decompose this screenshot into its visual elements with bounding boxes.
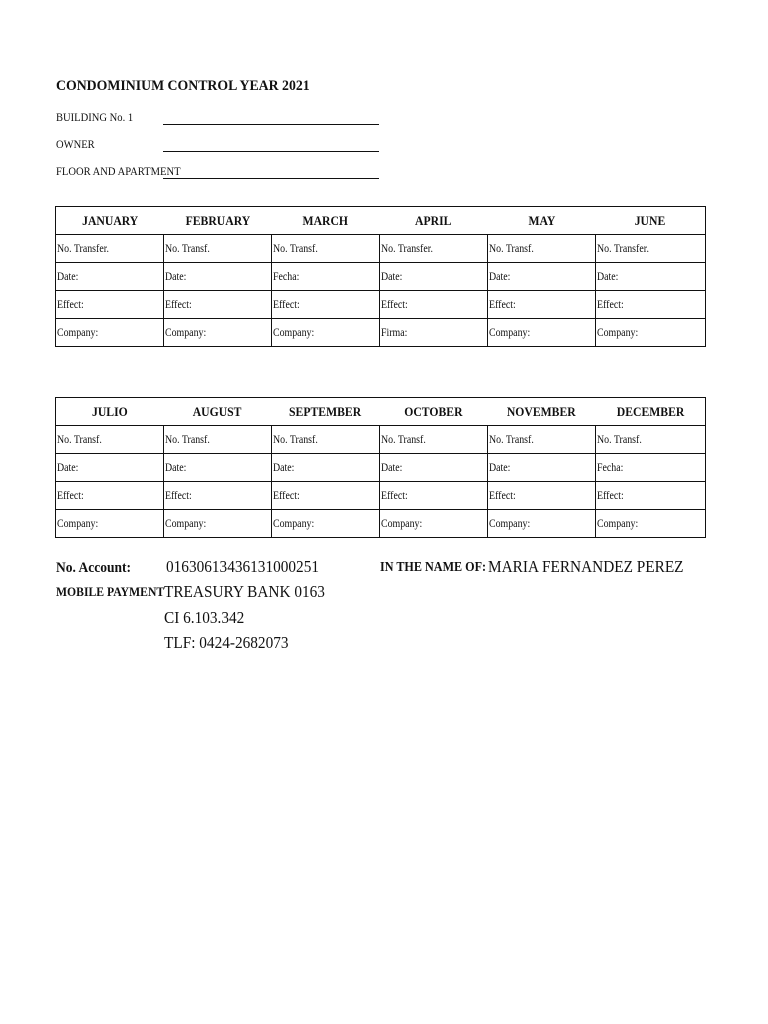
month-header: DECEMBER [596,398,706,426]
table-cell[interactable]: Effect: [380,291,488,319]
table-cell[interactable]: Company: [164,510,272,538]
table-row [56,426,706,454]
table-cell[interactable]: No. Transf. [272,235,380,263]
table-cell[interactable]: Company: [488,510,596,538]
table-cell[interactable]: Effect: [164,482,272,510]
table-cell[interactable]: No. Transf. [380,426,488,454]
table-cell[interactable]: No. Transfer. [56,235,164,263]
ci-number: CI 6.103.342 [164,608,245,627]
table-row [56,319,706,347]
table-cell[interactable]: Company: [596,510,706,538]
floor-apartment-label: FLOOR AND APARTMENT [56,164,181,178]
table-cell[interactable]: No. Transf. [488,426,596,454]
table-cell[interactable]: Effect: [380,482,488,510]
month-header: JULIO [56,398,164,426]
table-cell[interactable]: No. Transfer. [380,235,488,263]
table-cell[interactable]: Company: [380,510,488,538]
table-cell[interactable]: Date: [596,263,706,291]
table-cell[interactable]: Company: [596,319,706,347]
bank-name: TREASURY BANK 0163 [164,582,325,601]
table-cell[interactable]: Fecha: [272,263,380,291]
table-cell[interactable]: Date: [164,454,272,482]
table-cell[interactable]: Effect: [272,482,380,510]
table-cell[interactable]: No. Transf. [272,426,380,454]
month-header: APRIL [380,207,488,235]
table-cell[interactable]: Company: [488,319,596,347]
month-header: OCTOBER [380,398,488,426]
table-cell[interactable]: Date: [380,454,488,482]
table-cell[interactable]: No. Transf. [488,235,596,263]
table-cell[interactable]: Effect: [272,291,380,319]
owner-label: OWNER [56,137,95,151]
account-holder-name: MARIA FERNANDEZ PEREZ [488,557,684,576]
floor-apartment-input-line[interactable] [163,178,379,179]
month-header: SEPTEMBER [272,398,380,426]
table-cell[interactable]: Date: [164,263,272,291]
table-cell[interactable]: Date: [272,454,380,482]
table-cell[interactable]: Company: [272,319,380,347]
table-cell[interactable]: Effect: [56,482,164,510]
phone-number: TLF: 0424-2682073 [164,633,289,652]
months-table-jul-dec [55,397,706,538]
name-label: IN THE NAME OF: [380,559,487,574]
month-header: JUNE [596,207,706,235]
building-label: BUILDING No. 1 [56,110,134,124]
account-label: No. Account: [56,560,131,576]
page-title: CONDOMINIUM CONTROL YEAR 2021 [56,78,310,94]
table-cell[interactable]: Company: [56,319,164,347]
table-row [56,291,706,319]
months-table-jan-jun [55,206,706,347]
table-cell[interactable]: Firma: [380,319,488,347]
table-cell[interactable]: Date: [56,263,164,291]
table-cell[interactable]: No. Transfer. [596,235,706,263]
mobile-payment-label: MOBILE PAYMENT [56,584,165,599]
month-header: NOVEMBER [488,398,596,426]
table-cell[interactable]: Effect: [596,482,706,510]
month-header: MARCH [272,207,380,235]
table-cell[interactable]: Company: [272,510,380,538]
table-cell[interactable]: Fecha: [596,454,706,482]
table-cell[interactable]: No. Transf. [164,426,272,454]
table-cell[interactable]: Effect: [596,291,706,319]
table-cell[interactable]: Date: [488,263,596,291]
month-header-row [56,398,706,426]
table-row [56,510,706,538]
table-cell[interactable]: No. Transf. [56,426,164,454]
table-cell[interactable]: Effect: [488,482,596,510]
table-cell[interactable]: Effect: [56,291,164,319]
table-cell[interactable]: No. Transf. [164,235,272,263]
table-cell[interactable]: Date: [488,454,596,482]
table-row [56,263,706,291]
table-row [56,482,706,510]
month-header-row [56,207,706,235]
account-number: 01630613436131000251 [166,557,319,576]
month-header: AUGUST [164,398,272,426]
table-cell[interactable]: Date: [380,263,488,291]
table-row [56,454,706,482]
table-cell[interactable]: No. Transf. [596,426,706,454]
table-cell[interactable]: Company: [56,510,164,538]
table-cell[interactable]: Company: [164,319,272,347]
table-cell[interactable]: Effect: [488,291,596,319]
table-cell[interactable]: Date: [56,454,164,482]
month-header: FEBRUARY [164,207,272,235]
table-row [56,235,706,263]
building-input-line[interactable] [163,124,379,125]
month-header: MAY [488,207,596,235]
month-header: JANUARY [56,207,164,235]
table-cell[interactable]: Effect: [164,291,272,319]
owner-input-line[interactable] [163,151,379,152]
